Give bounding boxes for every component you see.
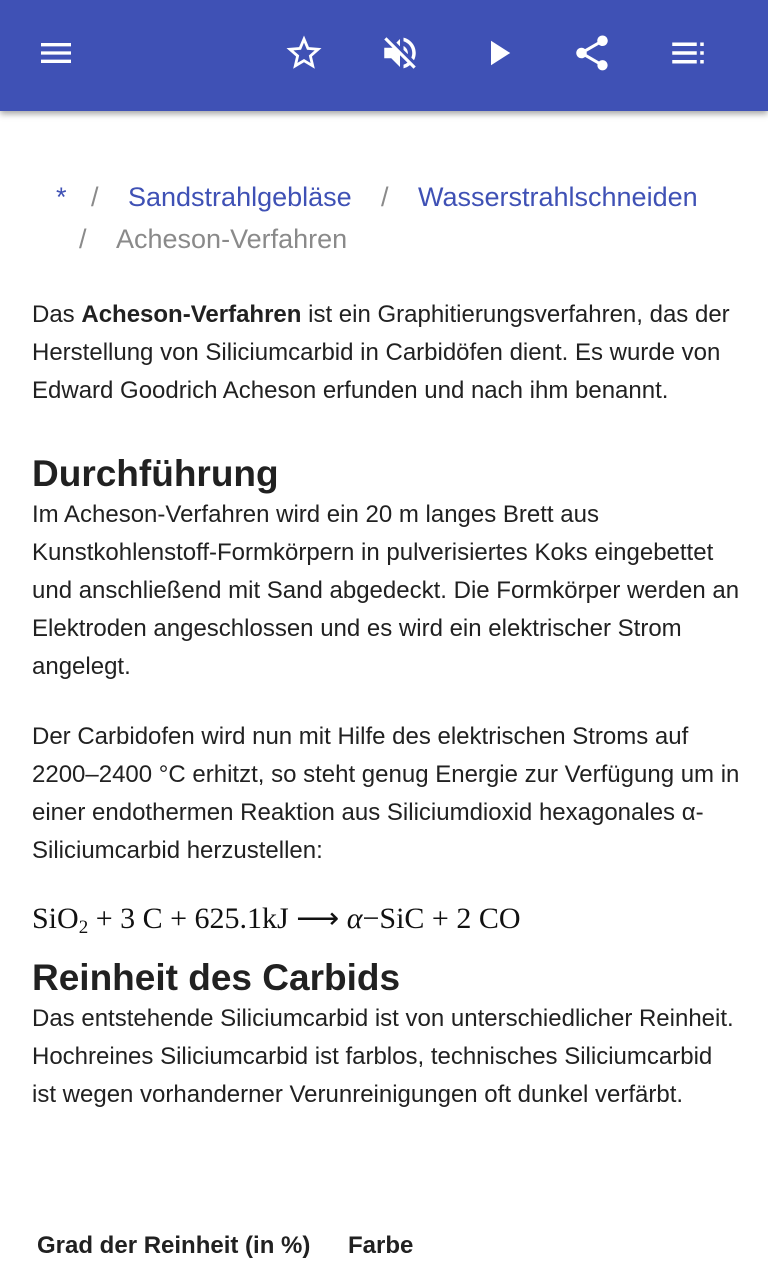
formula-subscript: 2 <box>78 917 89 938</box>
section-heading-reinheit: Reinheit des Carbids <box>32 957 401 998</box>
breadcrumb-separator: / <box>79 224 87 254</box>
formula-sio: SiO <box>32 902 79 935</box>
durchfuehrung-paragraph-2: Der Carbidofen wird nun mit Hilfe des elektrischen Stroms auf 2200–2400 °C erhitzt, so steht genug Energie zur Verfügung um in einer endothermen Reaktion aus Siliciumdioxid hexagonales α-Siliciumcarbid herzustellen: <box>32 723 740 864</box>
table-header-farbe: Farbe <box>348 1232 414 1259</box>
intro-bold-term: Acheson-Verfahren <box>81 301 302 328</box>
app-bar <box>0 0 768 111</box>
intro-text-rest: ist ein Graphitierungsverfahren, das der Herstellung von Siliciumcarbid in Carbidöfen dient. Es wurde von Edward Goodrich Acheson erfunden und nach ihm benannt. <box>32 301 730 404</box>
formula-alpha: α <box>346 902 363 935</box>
menu-button[interactable] <box>28 27 84 83</box>
breadcrumb-item-wasserstrahlschneiden[interactable]: Wasserstrahlschneiden <box>418 182 698 212</box>
breadcrumb-separator: / <box>91 182 99 212</box>
playlist-icon <box>667 32 709 79</box>
menu-icon <box>36 33 76 78</box>
volume-off-icon <box>379 32 421 79</box>
star-outline-icon <box>283 32 325 79</box>
breadcrumb-current: Acheson-Verfahren <box>116 224 348 254</box>
article-content <box>32 296 742 1114</box>
reaction-formula <box>32 899 742 948</box>
reinheit-paragraph: Das entstehende Siliciumcarbid ist von unterschiedlicher Reinheit. Hochreines Siliciumcarbid ist farblos, technisches Siliciumcarbid ist wegen vorhanderner Verunreinigungen oft dunkel verfärbt. <box>32 1005 734 1108</box>
formula-products: −SiC + 2 CO <box>362 902 521 935</box>
favorite-button[interactable] <box>276 27 332 83</box>
breadcrumb-item-sandstrahlgeblaese[interactable]: Sandstrahlgebläse <box>128 182 352 212</box>
formula-reactants: + 3 C + 625.1kJ ⟶ <box>88 902 347 935</box>
share-icon <box>571 32 613 79</box>
play-icon <box>477 32 519 79</box>
durchfuehrung-paragraph-1: Im Acheson-Verfahren wird ein 20 m langes Brett aus Kunstkohlenstoff-Formkörpern in pulverisiertes Koks eingebettet und anschließend mit Sand abgedeckt. Die Formkörper werden an Elektroden angeschlossen und es wird ein elektrischer Strom angelegt. <box>32 501 740 680</box>
table-header-grad: Grad der Reinheit (in %) <box>37 1232 311 1259</box>
intro-paragraph <box>32 296 742 410</box>
play-button[interactable] <box>470 27 526 83</box>
breadcrumb-separator: / <box>381 182 389 212</box>
section-heading-durchfuehrung: Durchführung <box>32 453 279 494</box>
mute-button[interactable] <box>372 27 428 83</box>
breadcrumb-item-home[interactable]: * <box>56 182 67 212</box>
contents-button[interactable] <box>660 27 716 83</box>
intro-text-start: Das <box>32 301 82 328</box>
share-button[interactable] <box>564 27 620 83</box>
purity-table-header <box>37 1232 414 1260</box>
